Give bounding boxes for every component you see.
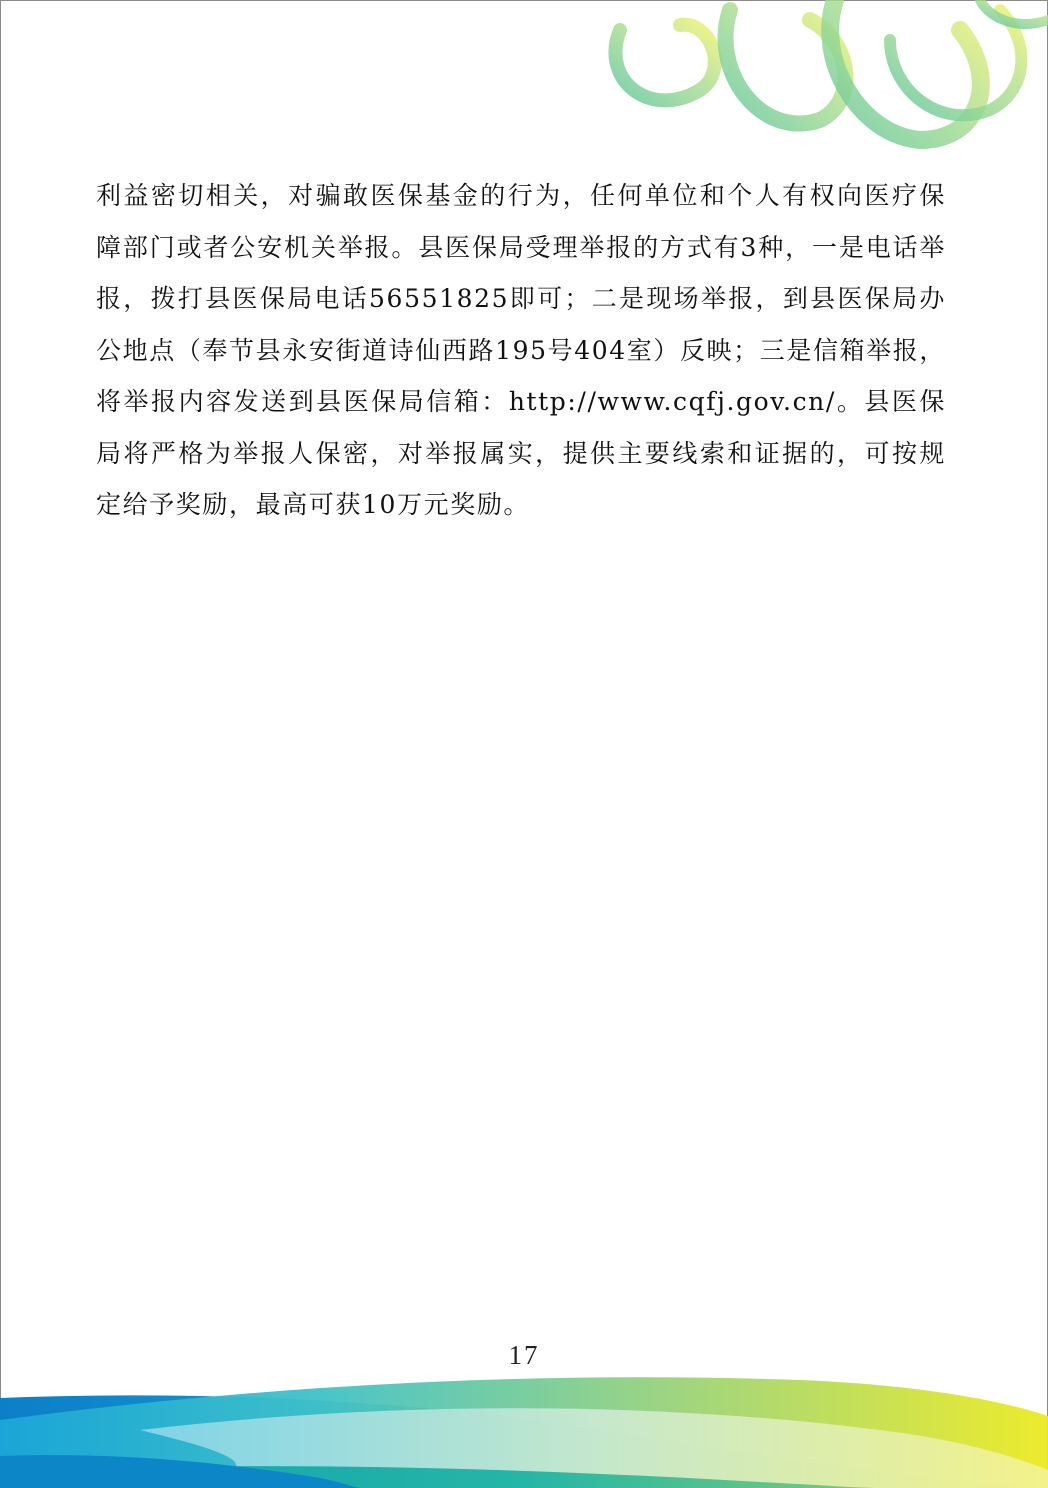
decorative-loop [980,0,1048,24]
decorative-loops [560,0,1048,170]
decorative-loop [615,25,714,101]
decorative-wave-footer [0,1360,1048,1488]
page-number: 17 [508,1340,540,1370]
body-paragraph: 利益密切相关，对骗敢医保基金的行为，任何单位和个人有权向医疗保障部门或者公安机关举报。县医保局受理举报的方式有3种，一是电话举报，拨打县医保局电话56551825即可；二是现场举报，到县医保局办公地点（奉节县永安街道诗仙西路195号404室）反映；三是信箱举报，将举报内容发送到县医保局信箱：http://www.cqfj.gov.cn/。县医保局将严格为举报人保密，对举报属实，提供主要线索和证据的，可按规定给予奖励，最高可获10万元奖励。 [96,181,946,519]
